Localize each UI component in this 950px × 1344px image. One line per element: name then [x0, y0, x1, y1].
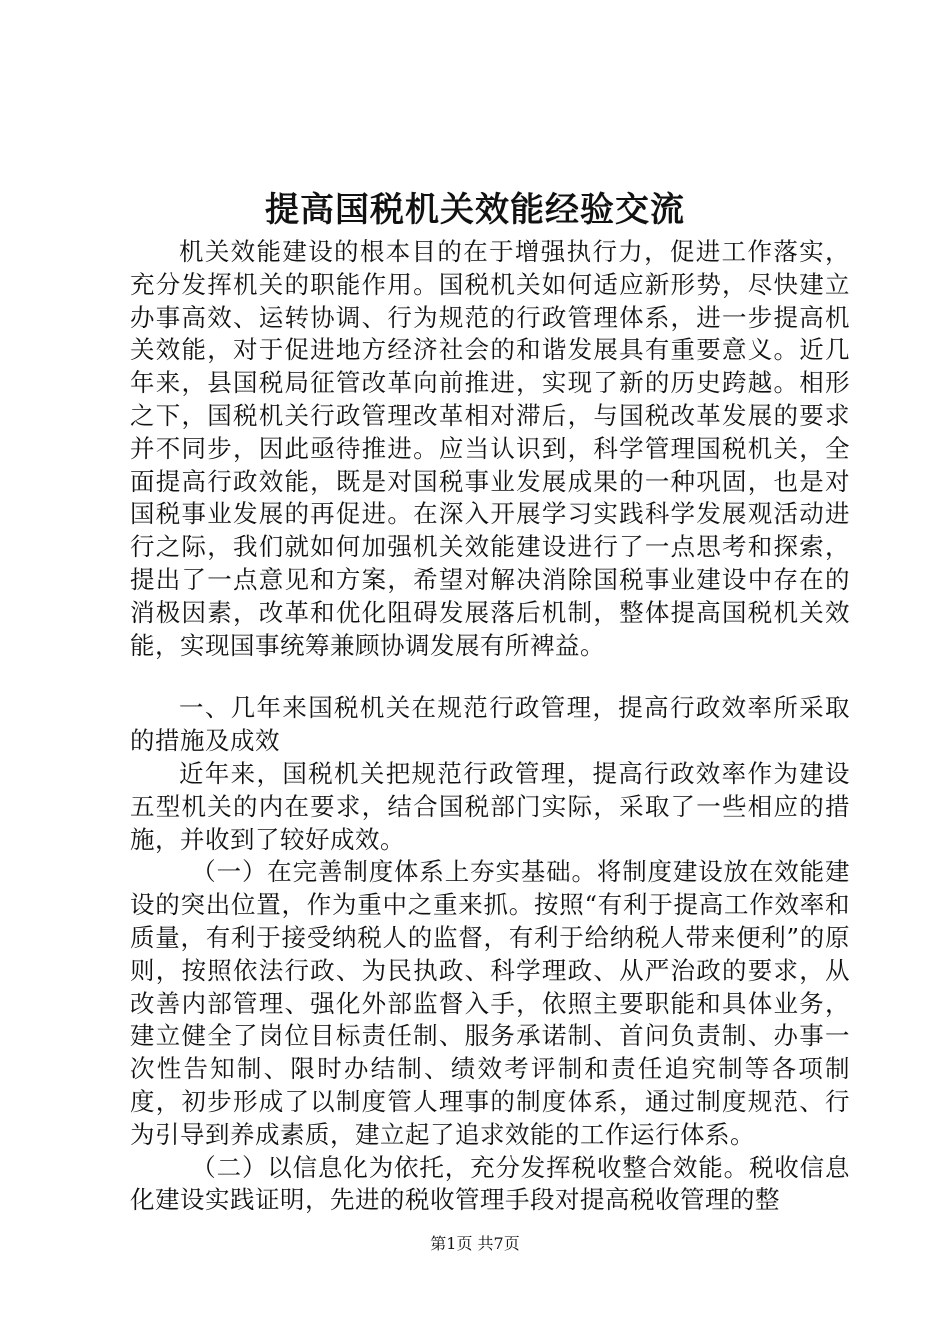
section-heading-1: 一、几年来国税机关在规范行政管理，提高行政效率所采取的措施及成效 — [130, 693, 850, 756]
document-body — [130, 236, 850, 1217]
page-footer: 第1页 共7页 — [430, 1234, 520, 1253]
document-title: 提高国税机关效能经验交流 — [265, 190, 685, 230]
subsection-1-paragraph: （一）在完善制度体系上夯实基础。将制度建设放在效能建设的突出位置，作为重中之重来抓。按照“有利于提高工作效率和质量，有利于接受纳税人的监督，有利于给纳税人带来便利”的原则，按照依法行政、为民执政、科学理政、从严治政的要求，从改善内部管理、强化外部监督入手，依照主要职能和具体业务，建立健全了岗位目标责任制、服务承诺制、首问负责制、办事一次性告知制、限时办结制、绩效考评制和责任追究制等各项制度，初步形成了以制度管人理事的制度体系，通过制度规范、行为引导到养成素质，建立起了追求效能的工作运行体系。 — [130, 857, 850, 1149]
subsection-2-paragraph: （二）以信息化为依托，充分发挥税收整合效能。税收信息化建设实践证明，先进的税收管理手段对提高税收管理的整 — [130, 1152, 850, 1215]
intro-paragraph: 机关效能建设的根本目的在于增强执行力，促进工作落实，充分发挥机关的职能作用。国税机关如何适应新形势，尽快建立办事高效、运转协调、行为规范的行政管理体系，进一步提高机关效能，对于促进地方经济社会的和谐发展具有重要意义。近几年来，县国税局征管改革向前推进，实现了新的历史跨越。相形之下，国税机关行政管理改革相对滞后，与国税改革发展的要求并不同步，因此亟待推进。应当认识到，科学管理国税机关，全面提高行政效能，既是对国税事业发展成果的一种巩固，也是对国税事业发展的再促进。在深入开展学习实践科学发展观活动进行之际，我们就如何加强机关效能建设进行了一点思考和探索，提出了一点意见和方案，希望对解决消除国税事业建设中存在的消极因素，改革和优化阻碍发展落后机制，整体提高国税机关效能，实现国事统筹兼顾协调发展有所裨益。 — [130, 237, 850, 660]
section-1-paragraph: 近年来，国税机关把规范行政管理，提高行政效率作为建设五型机关的内在要求，结合国税部门实际，采取了一些相应的措施，并收到了较好成效。 — [130, 758, 850, 854]
